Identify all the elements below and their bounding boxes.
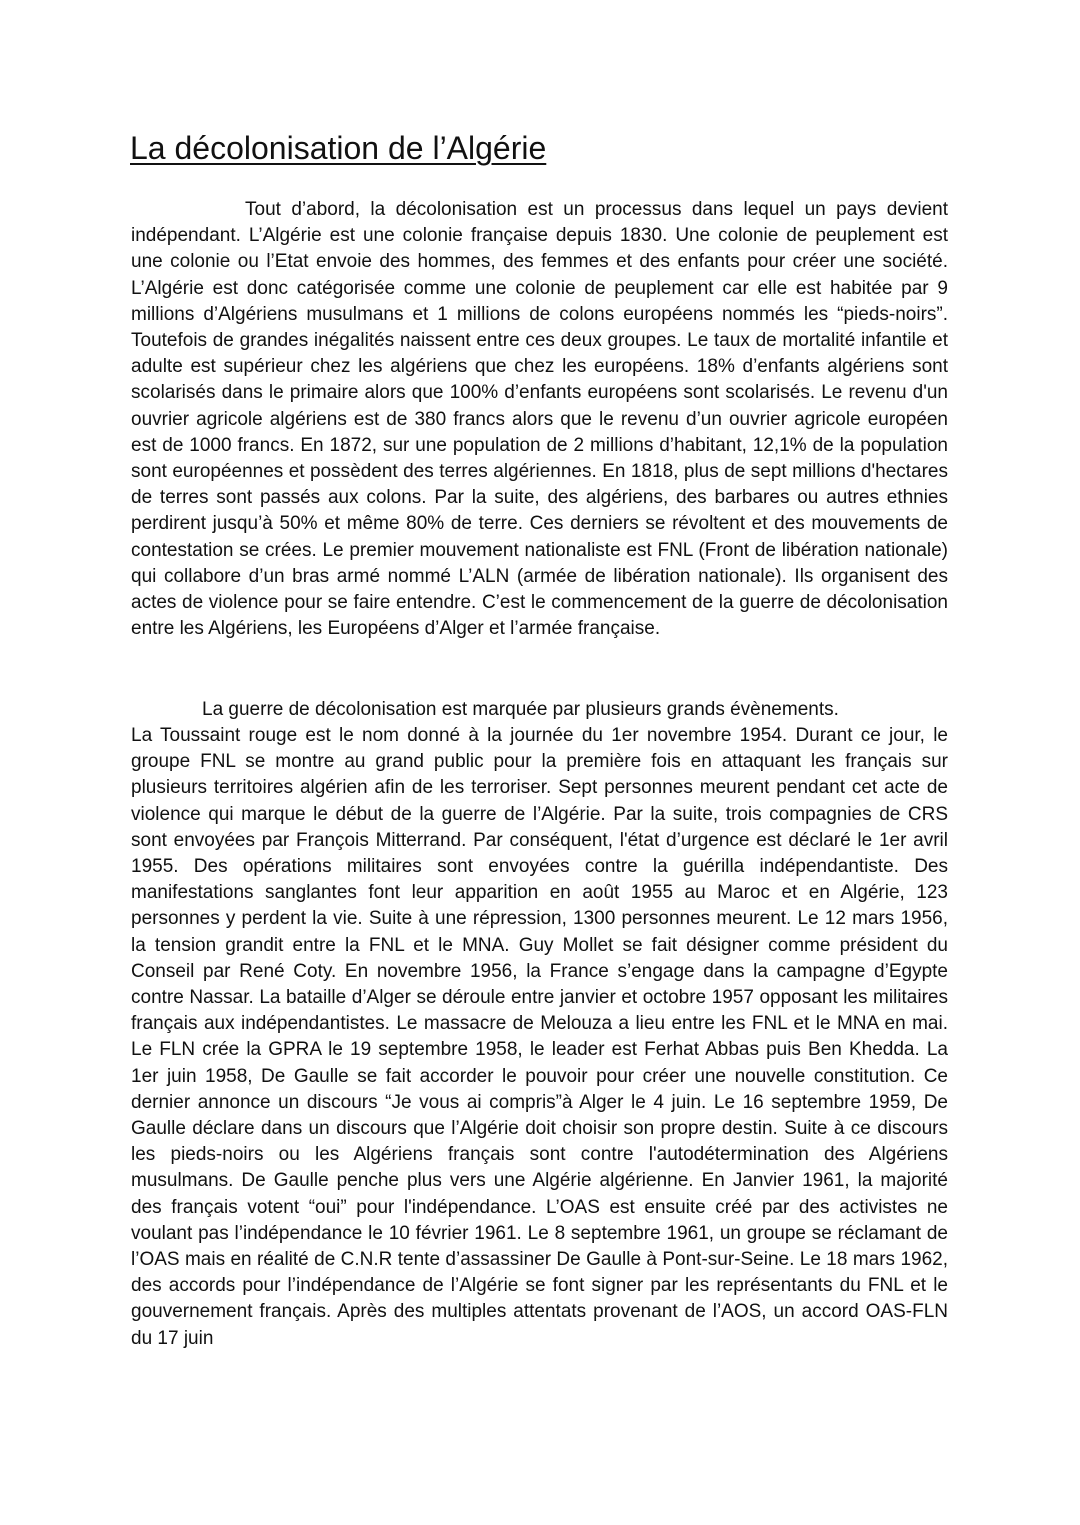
paragraph-war-events: La Toussaint rouge est le nom donné à la journée du 1er novembre 1954. Durant ce jour, le groupe FNL se montre au grand public pour la première fois en attaquant les français sur plusieurs territoires algérien afin de les terroriser. Sept personnes meurent pendant cet acte de violence qui marque le début de la guerre de l’Algérie. Par la suite, trois compagnies de CRS sont envoyées par François Mitterrand. Par conséquent, l'état d’urgence est déclaré le 1er avril 1955. Des opérations militaires sont envoyées contre la guérilla indépendantiste. Des manifestations sanglantes font leur apparition en août 1955 au Maroc et en Algérie, 123 personnes y perdent la vie. Suite à une répression, 1300 personnes meurent. Le 12 mars 1956, la tension grandit entre la FNL et le MNA. Guy Mollet se fait désigner comme président du Conseil par René Coty. En novembre 1956, la France s’engage dans la campagne d’Egypte contre Nassar. La bataille d’Alger se déroule entre janvier et octobre 1957 opposant les militaires français aux indépendantistes. Le massacre de Melouza a lieu entre les FNL et le MNA en mai. Le FLN crée la GPRA le 19 septembre 1958, le leader est Ferhat Abbas puis Ben Khedda. La 1er juin 1958, De Gaulle se fait accorder le pouvoir pour créer une nouvelle constitution. Ce dernier annonce un discours “Je vous ai compris”à Alger le 4 juin. Le 16 septembre 1959, De Gaulle déclare dans un discours que l’Algérie doit choisir son propre destin. Suite à ce discours les pieds-noirs ou les Algériens français sont contre l'autodétermination des Algériens musulmans. De Gaulle penche plus vers une Algérie algérienne. En Janvier 1961, la majorité des français votent “oui” pour l'indépendance. L’OAS est ensuite créé par des activistes ne voulant pas l’indépendance le 10 février 1961. Le 8 septembre 1961, un groupe se réclamant de l’OAS mais en réalité de C.N.R tente d’assassiner De Gaulle à Pont-sur-Seine. Le 18 mars 1962, des accords pour l’indépendance de l’Algérie se font signer par les représentants du FNL et le gouvernement français. Après des multiples attentats provenant de l’AOS, un accord OAS-FLN du 17 juin bbox=[131, 725, 948, 1349]
paragraph-war-lead: La guerre de décolonisation est marquée par plusieurs grands évènements. bbox=[202, 699, 839, 720]
page-title: La décolonisation de l’Algérie bbox=[130, 130, 547, 166]
paragraph-introduction: Tout d’abord, la décolonisation est un processus dans lequel un pays devient indépendant. L’Algérie est une colonie française depuis 1830. Une colonie de peuplement est une colonie ou l’Etat envoie des hommes, des femmes et des enfants pour créer une société. L’Algérie est donc catégorisée comme une colonie de peuplement car elle est habitée par 9 millions d’Algériens musulmans et 1 millions de colons européens nommés les “pieds-noirs”. Toutefois de grandes inégalités naissent entre ces deux groupes. Le taux de mortalité infantile et adulte est supérieur chez les algériens que chez les européens. 18% d’enfants algériens sont scolarisés dans le primaire alors que 100% d’enfants européens sont scolarisés. Le revenu d'un ouvrier agricole algériens est de 380 francs alors que le revenu d’un ouvrier agricole européen est de 1000 francs. En 1872, sur une population de 2 millions d’habitant, 12,1% de la population sont européennes et possèdent des terres algériennes. En 1818, plus de sept millions d'hectares de terres sont passés aux colons. Par la suite, des algériens, des barbares ou autres ethnies perdirent jusqu’à 50% et même 80% de terre. Ces derniers se révoltent et des mouvements de contestation se crées. Le premier mouvement nationaliste est FNL (Front de libération nationale) qui collabore d’un bras armé nommé L’ALN (armée de libération nationale). Ils organisent des actes de violence pour se faire entendre. C’est le commencement de la guerre de décolonisation entre les Algériens, les Européens d’Alger et l’armée française. bbox=[131, 199, 948, 640]
